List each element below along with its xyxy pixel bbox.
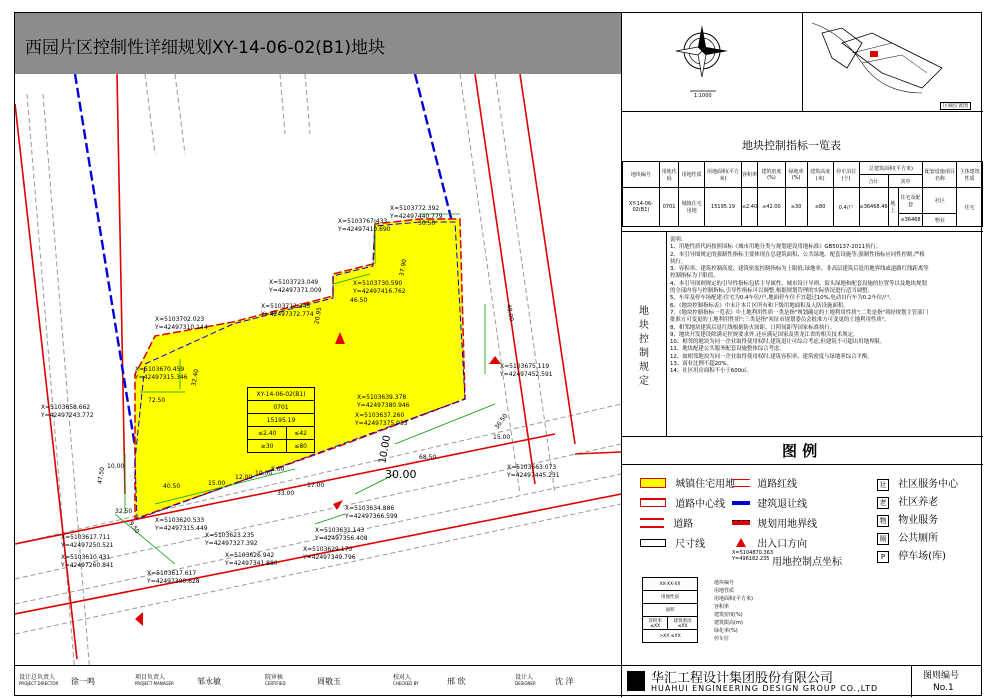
location-map-label: 区域位置图 [940, 102, 971, 110]
coord-label: X=5103639.378 Y=42497380.946 [357, 394, 410, 409]
entrance-arrow-icon [736, 538, 746, 547]
control-rules-section [622, 231, 983, 437]
th-green: 绿地率(%) [785, 162, 807, 188]
dim-label: 10.00 [255, 470, 273, 477]
control-rules-text [670, 237, 930, 376]
road-redline-swatch [732, 479, 750, 487]
rule-item: 14、社区用房面积不小于600㎡。 [670, 368, 752, 375]
right-panel [621, 13, 983, 665]
rule-item: 1、用地性质代码按照国标《城市用地分类与规划建设用地标准》GB50137-2011执行。 [670, 244, 882, 251]
coord-label: X=5103723.049 Y=42497371.009 [269, 279, 322, 294]
company-name-en: HUAHUI ENGINEERING DESIGN GROUP CO.,LTD [651, 684, 879, 693]
entrance-arrow-3 [333, 500, 343, 510]
figure-number: No.1 [933, 683, 954, 693]
signoff-manager: 项目负责人 PROJECT MANAGER [135, 674, 174, 686]
td-above: 地上 [888, 188, 898, 227]
plot-green: ≥30 [248, 440, 287, 453]
toilet-icon: 厕 [877, 533, 889, 545]
td-parking: 0.4/户 [833, 188, 859, 227]
rule-item: 11、地块配建公共服务配套设施整体综合考虑。 [670, 346, 785, 353]
dim-label: 15.00 [493, 434, 511, 441]
legend-item-entrance: 出入口方向 [732, 535, 807, 550]
rule-item: 7、《地块控制指标一览表》中土地利用性质一类是指"规划确定的土地利用性质";二类是指"须经规划主管部门批准方可变更的土地利用性质";三类是指"须征市规划委员会批准方可变更的土地利用性质"。 [670, 309, 928, 324]
company-logo-icon [627, 671, 645, 691]
legend-title-row [622, 436, 983, 465]
legend-item-dimension: 尺寸线 [640, 535, 705, 550]
td-main-use: 住宅 [957, 188, 983, 227]
legend-item-road: 道路 [640, 515, 693, 530]
rule-item: 2、本引导图规定的强制性指标主要体现在总建筑面积、公共绿地、配套设施等,强制性指标应同性控制,严格执行。 [670, 251, 925, 265]
facility-parking: P 停车场(库) [877, 547, 946, 563]
legend-item-coord: 用地控制点坐标 [772, 557, 842, 568]
coord-label: X=5103610.431 Y=42497260.841 [61, 554, 114, 569]
dim-label: 9.50 [127, 520, 141, 536]
road-width-label: 30.00 [385, 468, 417, 481]
th-facilities: 配套设施项目名称 [923, 162, 957, 188]
coord-label: X=5103620.533 Y=42497315.449 [155, 517, 208, 532]
dim-label: 10.00 [107, 463, 125, 470]
rules-title: 说明: [670, 237, 683, 243]
plot-density: ≤42 [287, 427, 315, 440]
coord-label: X=5103637.260 Y=42497375.033 [355, 412, 408, 427]
figure-number-label: 图则编号 [923, 671, 960, 681]
road-center-swatch [640, 498, 666, 507]
plot-far: ≤2.40 [248, 427, 287, 440]
dim-label: 20.95 [313, 306, 324, 325]
legend-item-residential: 城镇住宅用地 [640, 475, 735, 490]
th-among: 其中 [888, 175, 923, 188]
sheet-title: 西园片区控制性详细规划XY-14-06-02(B1)地块 [25, 38, 386, 58]
property-icon: 物 [877, 515, 889, 527]
coord-label: X=5103626.942 Y=42497341.880 [225, 552, 278, 567]
title-band [15, 13, 621, 74]
coord-label: X=5103675.119 Y=42497452.591 [500, 363, 553, 378]
dimension-swatch [640, 539, 666, 547]
legend-sample-box: XX-XX-XX 用地性质 面积 容积率 ≤XX 建筑密度 ≤XX >XX ≤XX [642, 577, 698, 643]
th-density: 建筑密度(%) [758, 162, 786, 188]
scale-label: 1:1000 [694, 93, 712, 99]
coord-label: X=5103712.345 Y=42497372.774 [261, 303, 314, 318]
coord-label: X=5103730.590 Y=42497416.762 [353, 280, 406, 295]
dim-label: 17.00 [307, 482, 325, 489]
control-rules-label-cell [622, 231, 667, 436]
dim-label: 40.50 [163, 483, 181, 490]
rule-item: 5、车库及停车场配建:住宅为0.4车位/户,地面停车位不宜超过10%,电动自行车为0.2车位/户。 [670, 295, 895, 302]
elderly-icon: 老 [877, 497, 889, 509]
coord-label: X=5103670.459 Y=42497315.346 [135, 366, 188, 381]
north-arrow-box [622, 13, 803, 112]
dim-label: 47.50 [96, 466, 107, 485]
signoff-designer: 设计人 DESIGNER [515, 674, 536, 686]
th-parking: 停车泊位(个) [833, 162, 859, 188]
th-area: 用地面积(平方米) [705, 162, 742, 188]
rule-item: 4、本引导图则规定的引导性指标包括主导属性、城市设计导则、街头绿地和配套设施的位置等以及地块规划的全部内容与控制指标,引导性指标可以调整,根据规划管理的实际情况进行适当调整。 [670, 280, 927, 295]
legend-section [622, 436, 983, 665]
signoff-certified-name: 周敬玉 [317, 677, 341, 686]
entrance-arrow-2 [135, 612, 143, 626]
signoff-designer-name: 沈 洋 [555, 677, 574, 686]
th-code: 用地代码 [659, 162, 678, 188]
rule-item: 13、商业比例不超20%。 [670, 361, 732, 368]
road-swatch [640, 518, 664, 528]
boundary-swatch [732, 520, 750, 525]
th-main-use: 主体建筑性质 [957, 162, 983, 188]
signoff-manager-name: 邹永敏 [197, 677, 221, 686]
dim-label: 46.50 [350, 297, 368, 304]
coord-label: X=5103634.886 Y=42497366.599 [345, 505, 398, 520]
parking-icon: P [877, 551, 889, 563]
dim-label: 33.00 [277, 490, 295, 497]
rule-item: 9、地块开发建设除满足控规要求外,还应满足国家及黑龙江省的相关技术规定。 [670, 331, 859, 338]
legend-sample-labels: 地块编号 用地性质 用地面积(平方米) 容积率 建筑密度(%) 建筑限高(m) 绿化率(%) 停车位 [714, 580, 753, 642]
coord-label: X=5103617.711 Y=42497250.521 [61, 534, 114, 549]
td-res: 住宅及配套 [898, 188, 923, 214]
plot-area: 15195.19 [248, 414, 315, 427]
dim-label: 32.50 [115, 508, 133, 515]
plot-height: ≤80 [287, 440, 315, 453]
plot-code: XY-14-06-02(B1) [248, 388, 315, 401]
th-total-area: 总建筑面积(平方米) [859, 162, 923, 175]
control-index-heading: 地块控制指标一览表 [742, 139, 841, 152]
plot-landuse: 0701 [248, 401, 315, 414]
community-center-icon: 社 [877, 479, 889, 491]
td-code: 0701 [659, 188, 678, 227]
dim-label: 68.50 [419, 454, 437, 461]
coord-label: X=5103772.392 Y=42497440.779 [390, 205, 443, 220]
coord-label: X=5103658.662 Y=42497243.772 [41, 404, 94, 419]
facility-property: 物 物业服务 [877, 511, 938, 527]
legend-title: 图 例 [782, 442, 818, 460]
control-rules-label: 地块控制规定 [639, 306, 649, 387]
rule-item: 8、相邻地块建筑后退红线根据防火间距、日照间距等国家标准执行。 [670, 324, 836, 331]
plot-map [15, 74, 621, 666]
coord-label: X=5103617.617 Y=42497300.628 [147, 570, 200, 585]
facility-toilet: 厕 公共厕所 [877, 529, 938, 545]
dim-label: 37.90 [398, 258, 409, 277]
th-far: 容积率 [741, 162, 757, 188]
dim-label: 12.00 [235, 474, 253, 481]
dim-label: 72.50 [148, 397, 166, 404]
signoff-certified: 院审核 CERTIFIED [265, 674, 286, 686]
dim-label: 32.40 [190, 368, 201, 387]
north-arrow-icon [622, 13, 802, 111]
coord-label: X=5103631.143 Y=42497356.408 [315, 527, 368, 542]
td-total: ≤36468.46 [859, 188, 888, 227]
coord-label: X=5103767.433 Y=42497410.690 [338, 218, 391, 233]
location-map-svg [802, 13, 983, 111]
coord-example: X=5104870.363 Y=496182.235 [732, 550, 774, 563]
rule-item: 10、相邻的地块为同一企业取得使用权时,建筑退让可综合考虑,但建筑不可超出用地界限。 [670, 339, 886, 346]
dim-label: 48.00 [504, 303, 515, 322]
location-map [802, 13, 983, 112]
td-area: 15195.19 [705, 188, 742, 227]
coord-label: X=5103702.023 Y=42497310.144 [155, 316, 208, 331]
td-facility: 社区 [923, 188, 957, 214]
td-res-val: ≤36468 [898, 214, 923, 227]
coord-label: X=5103663.073 Y=42497445.231 [507, 464, 560, 479]
th-landuse: 用地性质 [679, 162, 705, 188]
control-index-section [622, 111, 983, 232]
coord-label: X=5103623.235 Y=42497327.392 [205, 532, 258, 547]
figure-number-cell [911, 666, 982, 697]
td-facility-2: 物业 [923, 214, 957, 227]
plot-control-box [247, 387, 315, 453]
signoff-director-name: 徐一鸣 [71, 677, 95, 686]
company-cell [621, 666, 912, 697]
signoff-checker: 校对人 CHECKED BY [393, 674, 419, 686]
td-landuse: 城镇住宅用地 [679, 188, 705, 227]
td-density: ≤42.00 [758, 188, 786, 227]
signoff-director: 设计总负责人 PROJECT DIRECTOR [19, 674, 59, 686]
dim-label: 8.00 [271, 466, 285, 473]
th-sum: 合计 [859, 175, 888, 188]
dim-label: 30.50 [418, 220, 436, 227]
control-index-table [622, 161, 983, 227]
title-block [15, 665, 982, 697]
signoff-checker-name: 邢 欣 [447, 677, 466, 686]
signoff-area [15, 666, 622, 697]
legend-item-setback: 建筑退让线 [732, 495, 807, 510]
facility-elderly: 老 社区养老 [877, 493, 938, 509]
rule-item: 12、如相邻地块为同一企业取得使用权时,建筑容积率、建筑密度与绿地率综合平衡。 [670, 353, 873, 360]
rule-item: 3、容积率、建筑控制高度、建筑密度控制指标为上限值;绿地率、非高层建筑后退用地界线或道路红线距离等控制指标为下限值。 [670, 266, 929, 280]
td-plot-no: XY-14-06-02(B1) [623, 188, 660, 227]
td-green: ≥30 [785, 188, 807, 227]
legend-item-boundary: 规划用地界线 [732, 515, 817, 530]
rule-item: 6、《地块控制指标表》中未计本片区所有和下级用地面积及人防设施面积。 [670, 302, 849, 309]
th-plot-no: 地块编号 [623, 162, 660, 188]
dim-label: 36.50 [493, 412, 510, 431]
td-height: ≤80 [807, 188, 833, 227]
th-height: 建筑高度(米) [807, 162, 833, 188]
facility-community-center: 社 社区服务中心 [877, 475, 958, 491]
residential-swatch [640, 478, 666, 488]
setback-swatch [732, 501, 750, 505]
coord-label: X=5103629.170 Y=42497349.796 [303, 546, 356, 561]
company-name-cn: 华汇工程设计集团股份有限公司 [651, 671, 834, 686]
legend-item-road-center: 道路中心线 [640, 495, 725, 510]
td-far: ≤2.40 [741, 188, 757, 227]
legend-item-road-redline: 道路红线 [732, 475, 797, 490]
road-width-label: 10.00 [377, 434, 394, 465]
dim-label: 15.00 [208, 480, 226, 487]
